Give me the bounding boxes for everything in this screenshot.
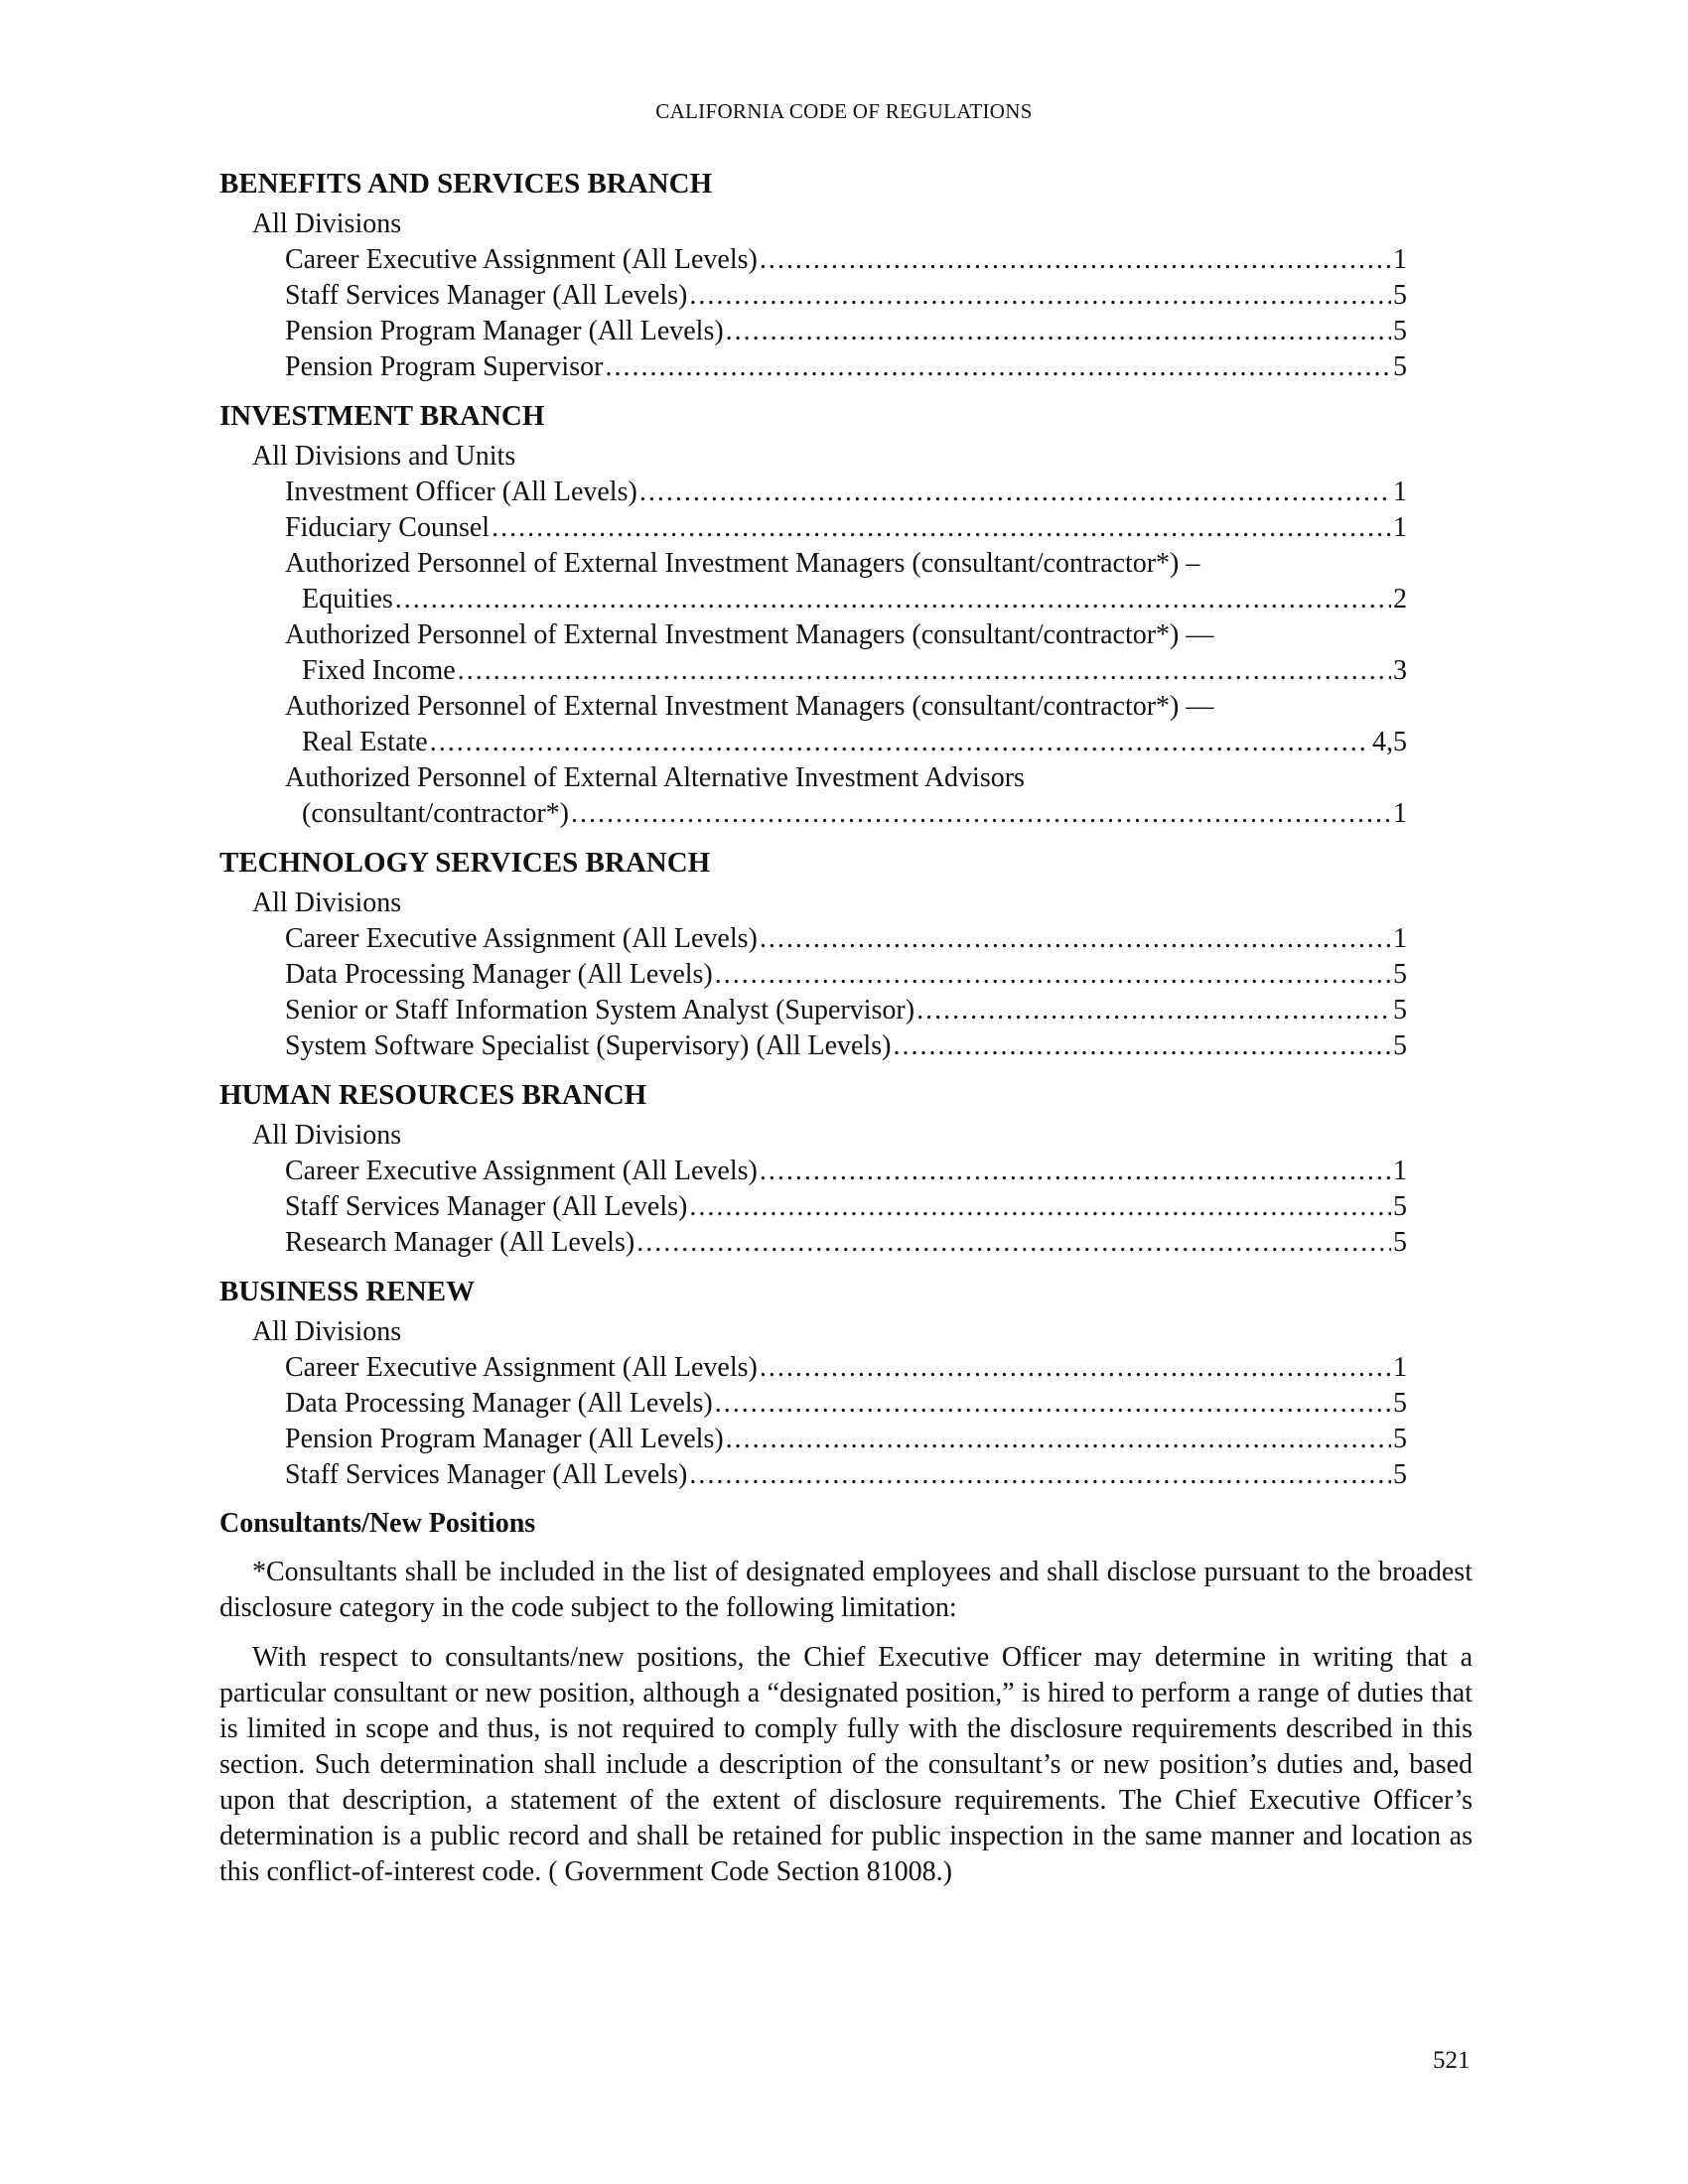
position-label: Research Manager (All Levels): [285, 1227, 635, 1258]
dot-leader: [689, 1457, 1391, 1493]
dot-leader: [605, 349, 1391, 385]
branch-title: BENEFITS AND SERVICES BRANCH: [219, 168, 713, 200]
position-entry: [219, 475, 1471, 510]
position-label: System Software Specialist (Supervisory) (All Levels): [285, 1030, 892, 1061]
position-entry: [219, 1350, 1471, 1386]
dot-leader: [715, 1386, 1391, 1422]
position-entry: [219, 617, 1471, 689]
disclosure-category: 1: [1393, 244, 1407, 275]
position-entry: [219, 349, 1471, 385]
branch-section: [219, 167, 1471, 385]
dot-leader: [760, 1350, 1391, 1386]
position-label: Staff Services Manager (All Levels): [285, 1191, 688, 1222]
position-label: Pension Program Supervisor: [285, 351, 604, 382]
consultants-section: [219, 1507, 1471, 1890]
position-label: Investment Officer (All Levels): [285, 477, 637, 507]
disclosure-category: 1: [1393, 477, 1407, 507]
disclosure-category: 1: [1393, 1352, 1407, 1383]
division-heading: All Divisions: [252, 208, 402, 239]
disclosure-category: 5: [1393, 1030, 1407, 1061]
division-heading: All Divisions: [252, 887, 402, 918]
running-head: CALIFORNIA CODE OF REGULATIONS: [655, 99, 1033, 123]
branch-title: HUMAN RESOURCES BRANCH: [219, 1079, 647, 1111]
dot-leader: [689, 1189, 1391, 1225]
position-label: Fiduciary Counsel: [285, 512, 491, 543]
dot-leader: [916, 993, 1391, 1028]
dot-leader: [492, 510, 1391, 546]
position-label: Career Executive Assignment (All Levels): [285, 1156, 758, 1186]
dot-leader: [458, 653, 1391, 689]
position-entry: [219, 1154, 1471, 1189]
branch-title: TECHNOLOGY SERVICES BRANCH: [219, 847, 711, 879]
dot-leader: [760, 242, 1391, 278]
consultants-title: Consultants/New Positions: [219, 1508, 536, 1539]
position-label: Data Processing Manager (All Levels): [285, 959, 713, 990]
disclosure-category: 5: [1393, 1191, 1407, 1222]
disclosure-category: 5: [1393, 1388, 1407, 1419]
position-entry: [219, 314, 1471, 349]
division-heading: All Divisions: [252, 1120, 402, 1151]
position-label: Authorized Personnel of External Investment Managers (consultant/contractor*) –: [285, 548, 1200, 579]
disclosure-category: 2: [1393, 584, 1407, 614]
disclosure-category: 4,5: [1372, 727, 1407, 757]
position-entry: [219, 921, 1471, 957]
dot-leader: [726, 1422, 1391, 1457]
dot-leader: [571, 796, 1391, 832]
position-entry: [219, 760, 1471, 832]
branch-section: [219, 1078, 1471, 1261]
position-label: Authorized Personnel of External Alternative Investment Advisors: [285, 762, 1025, 793]
dot-leader: [639, 475, 1391, 510]
disclosure-category: 5: [1393, 995, 1407, 1025]
position-label: Senior or Staff Information System Analyst (Supervisor): [285, 995, 915, 1025]
branch-title: INVESTMENT BRANCH: [219, 400, 545, 432]
position-label: Career Executive Assignment (All Levels): [285, 244, 758, 275]
position-entry: [219, 546, 1471, 617]
dot-leader: [760, 921, 1391, 957]
document-body: [219, 167, 1471, 1904]
disclosure-category: 5: [1393, 316, 1407, 346]
disclosure-category: 3: [1393, 655, 1407, 686]
consultants-paragraph: With respect to consultants/new positions, the Chief Executive Officer may determine in writing that a particular consultant or new position, although a “designated position,” is hired to perform a range of duties that is limited in scope and thus, is not required to comply fully with the disclosure requirements described in this section. Such determination shall include a description of the consultant’s or new position’s duties and, based upon that description, a statement of the extent of disclosure requirements. The Chief Executive Officer’s determination is a public record and shall be retained for public inspection in the same manner and location as this conflict-of-interest code. ( Government Code Section 81008.): [219, 1642, 1473, 1887]
branch-section: [219, 1275, 1471, 1493]
disclosure-category: 5: [1393, 959, 1407, 990]
dot-leader: [760, 1154, 1391, 1189]
disclosure-category: 5: [1393, 1424, 1407, 1454]
dot-leader: [395, 582, 1391, 617]
position-label: Authorized Personnel of External Investment Managers (consultant/contractor*) —: [285, 691, 1214, 722]
position-entry: [219, 278, 1471, 314]
branch-section: [219, 846, 1471, 1064]
disclosure-category: 5: [1393, 1459, 1407, 1490]
position-entry: [219, 957, 1471, 993]
position-label: Pension Program Manager (All Levels): [285, 316, 724, 346]
position-label-continued: Real Estate: [302, 727, 428, 757]
position-entry: [219, 242, 1471, 278]
disclosure-category: 1: [1393, 923, 1407, 954]
position-entry: [219, 689, 1471, 760]
branch-section: [219, 399, 1471, 832]
position-entry: [219, 993, 1471, 1028]
division-heading: All Divisions: [252, 1316, 402, 1347]
branch-title: BUSINESS RENEW: [219, 1276, 476, 1307]
position-label: Authorized Personnel of External Investment Managers (consultant/contractor*) —: [285, 619, 1214, 650]
position-entry: [219, 1225, 1471, 1261]
position-label: Data Processing Manager (All Levels): [285, 1388, 713, 1419]
dot-leader: [893, 1028, 1391, 1064]
position-label-continued: Equities: [302, 584, 393, 614]
position-label: Staff Services Manager (All Levels): [285, 280, 688, 311]
position-entry: [219, 510, 1471, 546]
position-label-continued: Fixed Income: [302, 655, 456, 686]
disclosure-category: 5: [1393, 280, 1407, 311]
position-entry: [219, 1189, 1471, 1225]
dot-leader: [715, 957, 1391, 993]
disclosure-category: 5: [1393, 351, 1407, 382]
branch-list: [219, 167, 1471, 1493]
disclosure-category: 1: [1393, 1156, 1407, 1186]
position-label: Career Executive Assignment (All Levels): [285, 1352, 758, 1383]
page-number: 521: [1433, 2047, 1471, 2074]
position-entry: [219, 1422, 1471, 1457]
dot-leader: [689, 278, 1391, 314]
division-heading: All Divisions and Units: [252, 441, 516, 472]
position-label-continued: (consultant/contractor*): [302, 798, 570, 829]
position-label: Staff Services Manager (All Levels): [285, 1459, 688, 1490]
dot-leader: [636, 1225, 1391, 1261]
position-label: Pension Program Manager (All Levels): [285, 1424, 724, 1454]
position-entry: [219, 1028, 1471, 1064]
consultants-paragraph: *Consultants shall be included in the list of designated employees and shall disclose pursuant to the broadest disclosure category in the code subject to the following limitation:: [219, 1557, 1473, 1623]
disclosure-category: 1: [1393, 798, 1407, 829]
position-label: Career Executive Assignment (All Levels): [285, 923, 758, 954]
dot-leader: [430, 725, 1370, 760]
position-entry: [219, 1386, 1471, 1422]
disclosure-category: 5: [1393, 1227, 1407, 1258]
disclosure-category: 1: [1393, 512, 1407, 543]
position-entry: [219, 1457, 1471, 1493]
dot-leader: [726, 314, 1391, 349]
